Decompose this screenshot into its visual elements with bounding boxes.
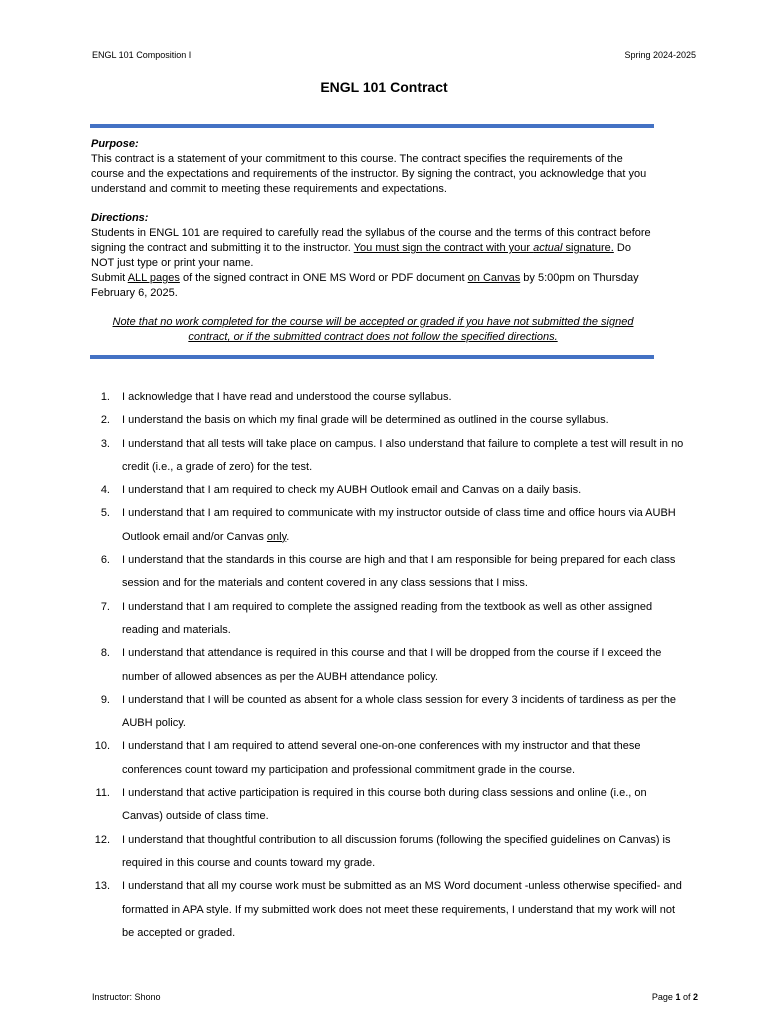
header-term: Spring 2024-2025 bbox=[624, 50, 696, 60]
item-text: I understand that I am required to communicate with my instructor outside of class time and office hours via AUBH Outlook email and/or Canvas bbox=[122, 507, 676, 543]
item-number: 7. bbox=[100, 600, 110, 613]
item-number: 6. bbox=[100, 554, 110, 567]
contract-term-item bbox=[94, 782, 684, 829]
item-text: I understand that I am required to check my AUBH Outlook email and Canvas on a daily basis. bbox=[122, 484, 582, 497]
top-divider bbox=[90, 124, 654, 128]
purpose-heading: Purpose: bbox=[91, 138, 139, 150]
directions-section bbox=[91, 211, 657, 301]
item-text: I understand the basis on which my final grade will be determined as outlined in the course syllabus. bbox=[122, 414, 609, 427]
on-canvas-emphasis: on Canvas bbox=[467, 272, 521, 284]
item-text: I understand that I am required to complete the assigned reading from the textbook as well as other assigned reading and materials. bbox=[122, 600, 653, 636]
directions-text: Students in ENGL 101 are required to carefully read the syllabus of the course and the terms of this contract before signing the contract and submitting it to the instructor. bbox=[91, 227, 651, 254]
item-text-end: . bbox=[286, 530, 290, 543]
item-text: I understand that I am required to attend several one-on-one conferences with my instructor and that these conferences count toward my participation and professional commitment grade in the course. bbox=[122, 740, 641, 776]
item-text: I understand that all my course work must be submitted as an MS Word document -unless otherwise specified- and formatted in APA style. If my submitted work does not meet these requirements, I understand that my work will not be accepted or graded. bbox=[122, 880, 682, 939]
purpose-text: This contract is a statement of your commitment to this course. The contract specifies the requirements of the course and the expectations and requirements of the instructor. By signing the contract, you acknowledge that you understand and commit to meeting these requirements and expectations. bbox=[91, 153, 647, 195]
deadline-text: by 5:00pm on Thursday February 6, 2025. bbox=[91, 272, 639, 299]
submission-note: Note that no work completed for the course will be accepted or graded if you have not submitted the signed contract, or if the submitted contract does not follow the specified directions. bbox=[112, 316, 634, 343]
contract-term-item bbox=[94, 433, 684, 480]
contract-term-item bbox=[94, 642, 684, 689]
bottom-divider bbox=[90, 355, 654, 359]
purpose-section bbox=[91, 137, 657, 197]
page-of: of bbox=[680, 992, 693, 1002]
signature-requirement bbox=[354, 242, 614, 254]
contract-term-item bbox=[94, 549, 684, 596]
contract-term-item bbox=[94, 409, 684, 432]
contract-term-item bbox=[94, 735, 684, 782]
item-text: I understand that attendance is required in this course and that I will be dropped from the course if I exceed the number of allowed absences as per the AUBH attendance policy. bbox=[122, 647, 662, 683]
directions-paragraph-1 bbox=[91, 226, 657, 271]
submit-text: Submit bbox=[91, 272, 128, 284]
page-current: 1 bbox=[675, 992, 681, 1002]
contract-term-item bbox=[94, 875, 684, 945]
page-total: 2 bbox=[692, 992, 698, 1002]
item-number: 10. bbox=[94, 740, 110, 753]
contract-term-item bbox=[94, 829, 684, 876]
item-text: I acknowledge that I have read and understood the course syllabus. bbox=[122, 391, 452, 403]
signature-text: You must sign the contract with your bbox=[353, 242, 534, 254]
item-number: 3. bbox=[100, 437, 110, 450]
footer-instructor: Instructor: Shono bbox=[92, 992, 161, 1002]
page-title: ENGL 101 Contract bbox=[320, 79, 448, 95]
directions-heading: Directions: bbox=[91, 212, 149, 224]
item-number: 4. bbox=[100, 484, 110, 497]
directions-paragraph-2 bbox=[91, 271, 657, 301]
header-course: ENGL 101 Composition I bbox=[92, 50, 192, 60]
item-text: I understand that I will be counted as absent for a whole class session for every 3 incidents of tardiness as per the AUBH policy. bbox=[122, 693, 676, 730]
item-text: I understand that thoughtful contribution to all discussion forums (following the specified guidelines on Canvas) is required in this course and counts toward my grade. bbox=[122, 833, 671, 869]
item-number: 5. bbox=[100, 507, 110, 520]
contract-term-item bbox=[94, 479, 684, 502]
item-number: 1. bbox=[100, 391, 110, 403]
directions-text: Do NOT just type or print your name. bbox=[91, 242, 631, 269]
item-number: 11. bbox=[95, 787, 110, 800]
contract-term-item bbox=[94, 386, 684, 409]
footer-page-number bbox=[652, 992, 698, 1002]
contract-terms-list bbox=[94, 386, 684, 945]
signature-text-end: signature. bbox=[562, 242, 614, 254]
item-number: 13. bbox=[94, 880, 110, 893]
item-number: 2. bbox=[100, 414, 110, 427]
item-text: I understand that all tests will take place on campus. I also understand that failure to complete a test will result in no credit (i.e., a grade of zero) for the test. bbox=[122, 437, 684, 473]
item-number: 9. bbox=[100, 693, 110, 706]
item-emphasis: only bbox=[266, 530, 287, 543]
submit-text: of the signed contract in ONE MS Word or PDF document bbox=[179, 272, 468, 284]
item-text: I understand that the standards in this course are high and that I am responsible for being prepared for each class session and for the materials and content covered in any class sessions that I miss. bbox=[122, 554, 676, 590]
contract-term-item bbox=[94, 596, 684, 643]
item-text: I understand that active participation is required in this course both during class sessions and online (i.e., on Canvas) outside of class time. bbox=[122, 787, 647, 823]
contract-term-item bbox=[94, 689, 684, 736]
contract-term-item bbox=[94, 502, 684, 549]
item-number: 12. bbox=[94, 833, 110, 846]
signature-emphasis: actual bbox=[533, 242, 563, 254]
page-label: Page bbox=[651, 992, 676, 1002]
item-number: 8. bbox=[100, 647, 110, 660]
all-pages-emphasis: ALL pages bbox=[127, 272, 180, 284]
